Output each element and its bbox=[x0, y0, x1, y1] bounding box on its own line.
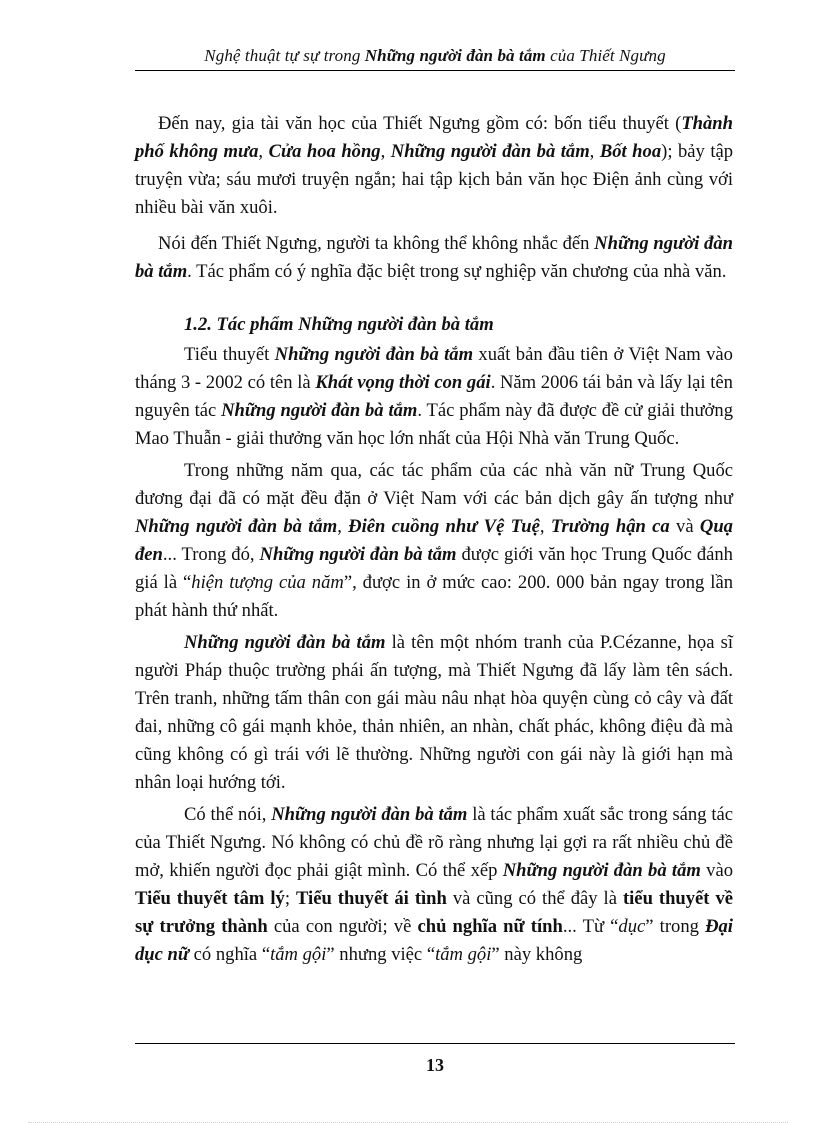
quoted-phrase: tắm gội bbox=[435, 944, 492, 965]
work-title: Thành phố không mưa bbox=[135, 113, 733, 162]
work-title: Cửa hoa hồng bbox=[268, 141, 381, 162]
header-suffix: của Thiết Ngưng bbox=[545, 46, 666, 65]
work-title: Khát vọng thời con gái bbox=[315, 372, 491, 393]
work-title: Những người đàn bà tắm bbox=[390, 141, 590, 162]
section-heading: 1.2. Tác phẩm Những người đàn bà tắm bbox=[184, 314, 494, 335]
paragraph-5: Những người đàn bà tắm là tên một nhóm tranh của P.Cézanne, họa sĩ người Pháp thuộc trường phái ấn tượng, mà Thiết Ngưng đã lấy làm tên sách. Trên tranh, những tấm thân con gái màu nâu nhạt hòa quyện cùng cỏ cây và đất đai, những cô gái mạnh khỏe, thản nhiên, an nhàn, chất phác, không điệu đà mà cũng không có gì trái với lẽ thường. Những người con gái này là giới hạn mà nhân loại hướng tới. bbox=[135, 632, 733, 793]
work-title: Những người đàn bà tắm bbox=[274, 344, 474, 365]
quoted-phrase: tắm gội bbox=[270, 944, 327, 965]
work-title: Những người đàn bà tắm bbox=[221, 400, 418, 421]
paragraph-2: Nói đến Thiết Ngưng, người ta không thể không nhắc đến Những người đàn bà tắm. Tác phẩm có ý nghĩa đặc biệt trong sự nghiệp văn chương của nhà văn. bbox=[135, 233, 733, 282]
work-title: Điên cuồng như Vệ Tuệ bbox=[348, 516, 540, 537]
work-title: Những người đàn bà tắm bbox=[502, 860, 701, 881]
paragraph-1: Đến nay, gia tài văn học của Thiết Ngưng gồm có: bốn tiểu thuyết (Thành phố không mưa, Cửa hoa hồng, Những người đàn bà tắm, Bốt hoa); bảy tập truyện vừa; sáu mươi truyện ngắn; hai tập kịch bản văn học Điện ảnh cùng với nhiều bài văn xuôi. bbox=[135, 113, 734, 218]
quoted-phrase: dục bbox=[618, 916, 646, 937]
paragraph-6: Có thể nói, Những người đàn bà tắm là tác phẩm xuất sắc trong sáng tác của Thiết Ngưng. Nó không có chủ đề rõ ràng nhưng lại gợi ra rất nhiều chủ đề mở, khiến người đọc phải giật mình. Có thể xếp Những người đàn bà tắm vào Tiểu thuyết tâm lý; Tiểu thuyết ái tình và cũng có thể đây là tiểu thuyết về sự trưởng thành của con người; về chủ nghĩa nữ tính... Từ “dục” trong Đại dục nữ có nghĩa “tắm gội” nhưng việc “tắm gội” này không bbox=[135, 804, 734, 965]
work-title: Những người đàn bà tắm bbox=[135, 233, 733, 282]
header-book-title: Những người đàn bà tắm bbox=[364, 46, 546, 65]
footer-rule bbox=[135, 1043, 735, 1044]
work-title: Những người đàn bà tắm bbox=[135, 516, 338, 537]
genre-term: tiểu thuyết về sự trưởng thành bbox=[135, 888, 734, 937]
work-title: Bốt hoa bbox=[599, 141, 662, 162]
paragraph-3: Tiểu thuyết Những người đàn bà tắm xuất bản đầu tiên ở Việt Nam vào tháng 3 - 2002 có tên là Khát vọng thời con gái. Năm 2006 tái bản và lấy lại tên nguyên tác Những người đàn bà tắm. Tác phẩm này đã được đề cử giải thưởng Mao Thuẫn - giải thưởng văn học lớn nhất của Hội Nhà văn Trung Quốc. bbox=[135, 344, 733, 449]
quoted-phrase: hiện tượng của năm bbox=[191, 572, 344, 593]
work-title: Những người đàn bà tắm bbox=[259, 544, 457, 565]
page-number: 13 bbox=[426, 1055, 444, 1075]
running-header bbox=[135, 46, 735, 66]
paragraph-4: Trong những năm qua, các tác phẩm của các nhà văn nữ Trung Quốc đương đại đã có mặt đều đặn ở Việt Nam với các bản dịch gây ấn tượng như Những người đàn bà tắm, Điên cuồng như Vệ Tuệ, Trường hận ca và Quạ đen... Trong đó, Những người đàn bà tắm được giới văn học Trung Quốc đánh giá là “hiện tượng của năm”, được in ở mức cao: 200. 000 bản ngay trong lần phát hành thứ nhất. bbox=[135, 460, 734, 621]
work-title: Những người đàn bà tắm bbox=[271, 804, 468, 825]
body-text bbox=[135, 110, 733, 973]
work-title: Đại dục nữ bbox=[135, 916, 733, 965]
genre-term: chủ nghĩa nữ tính bbox=[417, 916, 563, 937]
header-rule bbox=[135, 70, 735, 71]
work-title: Những người đàn bà tắm bbox=[184, 632, 386, 653]
work-title: Trường hận ca bbox=[550, 516, 670, 537]
genre-term: Tiểu thuyết ái tình bbox=[295, 888, 447, 909]
work-title: Quạ đen bbox=[135, 516, 733, 565]
header-prefix: Nghệ thuật tự sự trong bbox=[204, 46, 365, 65]
genre-term: Tiểu thuyết tâm lý bbox=[135, 888, 285, 909]
